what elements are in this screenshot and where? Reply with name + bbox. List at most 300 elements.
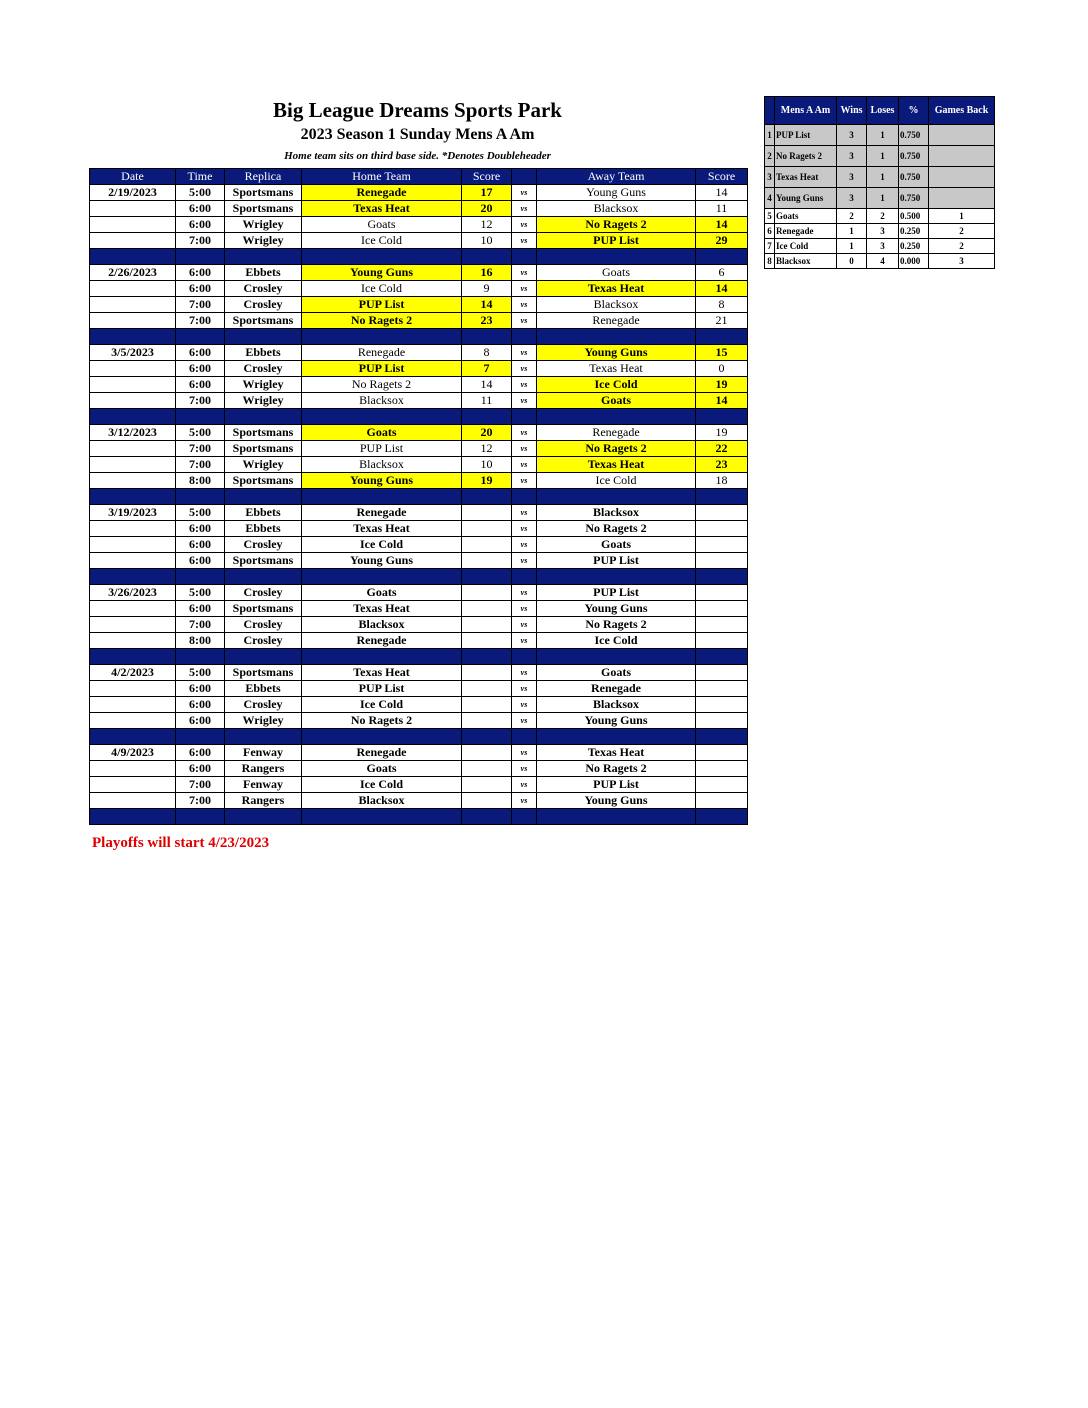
away-team: Texas Heat [537, 281, 696, 297]
game-date: 2/19/2023 [90, 185, 176, 201]
week-separator [90, 329, 748, 345]
away-score [696, 793, 748, 809]
game-field: Rangers [225, 793, 302, 809]
game-time: 6:00 [176, 761, 225, 777]
away-team: Blacksox [537, 201, 696, 217]
game-time: 6:00 [176, 713, 225, 729]
col-header-away-team: Away Team [537, 169, 696, 185]
away-score [696, 745, 748, 761]
game-field: Sportsmans [225, 201, 302, 217]
separator-cell [696, 809, 748, 825]
away-score [696, 553, 748, 569]
versus-label: vs [512, 265, 537, 281]
separator-cell [302, 569, 462, 585]
schedule-note: Home team sits on third base side. *Denotes Doubleheader [284, 150, 551, 162]
game-field: Sportsmans [225, 441, 302, 457]
standings-loses: 1 [867, 146, 899, 167]
home-team: Young Guns [302, 473, 462, 489]
game-field: Ebbets [225, 265, 302, 281]
home-team: Ice Cold [302, 697, 462, 713]
separator-cell [90, 569, 176, 585]
game-row [90, 297, 748, 313]
home-team: Goats [302, 425, 462, 441]
home-score: 23 [462, 313, 512, 329]
versus-label: vs [512, 745, 537, 761]
standings-loses: 4 [867, 254, 899, 269]
versus-label: vs [512, 441, 537, 457]
separator-cell [537, 729, 696, 745]
game-row [90, 217, 748, 233]
standings-loses: 1 [867, 125, 899, 146]
away-team: Blacksox [537, 697, 696, 713]
game-date-empty [90, 681, 176, 697]
home-team: Blacksox [302, 793, 462, 809]
home-score [462, 697, 512, 713]
versus-label: vs [512, 793, 537, 809]
away-team: Ice Cold [537, 633, 696, 649]
home-team: PUP List [302, 297, 462, 313]
standings-header-loses: Loses [867, 97, 899, 125]
standings-table [764, 96, 995, 269]
game-date: 3/19/2023 [90, 505, 176, 521]
game-time: 6:00 [176, 681, 225, 697]
away-team: PUP List [537, 777, 696, 793]
game-row [90, 377, 748, 393]
standings-rank: 7 [765, 239, 775, 254]
week-separator [90, 569, 748, 585]
week-separator [90, 649, 748, 665]
game-date-empty [90, 281, 176, 297]
home-team: Goats [302, 585, 462, 601]
game-row [90, 185, 748, 201]
game-time: 5:00 [176, 505, 225, 521]
game-row [90, 521, 748, 537]
versus-label: vs [512, 537, 537, 553]
col-header-home-score: Score [462, 169, 512, 185]
game-field: Crosley [225, 697, 302, 713]
separator-cell [537, 809, 696, 825]
home-score: 20 [462, 425, 512, 441]
home-score: 10 [462, 457, 512, 473]
separator-cell [302, 409, 462, 425]
standings-row [765, 239, 995, 254]
standings-pct: 0.750 [899, 188, 929, 209]
standings-wins: 3 [837, 125, 867, 146]
home-team: Goats [302, 761, 462, 777]
versus-label: vs [512, 361, 537, 377]
game-time: 6:00 [176, 377, 225, 393]
game-date: 3/5/2023 [90, 345, 176, 361]
separator-cell [512, 329, 537, 345]
standings-pct: 0.250 [899, 239, 929, 254]
away-score [696, 521, 748, 537]
standings-rank: 5 [765, 209, 775, 224]
standings-games-back [929, 125, 995, 146]
col-header-replica: Replica [225, 169, 302, 185]
home-score [462, 633, 512, 649]
game-date-empty [90, 217, 176, 233]
away-score: 14 [696, 217, 748, 233]
game-date-empty [90, 633, 176, 649]
game-field: Crosley [225, 361, 302, 377]
standings-rank: 1 [765, 125, 775, 146]
separator-cell [462, 489, 512, 505]
standings-row [765, 224, 995, 239]
away-team: Renegade [537, 425, 696, 441]
game-row [90, 441, 748, 457]
game-date: 2/26/2023 [90, 265, 176, 281]
game-date: 3/12/2023 [90, 425, 176, 441]
away-team: Young Guns [537, 713, 696, 729]
home-score [462, 553, 512, 569]
game-time: 6:00 [176, 697, 225, 713]
away-team: Ice Cold [537, 473, 696, 489]
game-field: Sportsmans [225, 473, 302, 489]
separator-cell [302, 489, 462, 505]
game-field: Rangers [225, 761, 302, 777]
standings-games-back: 1 [929, 209, 995, 224]
away-score: 29 [696, 233, 748, 249]
standings-team: Young Guns [775, 188, 837, 209]
away-team: PUP List [537, 585, 696, 601]
game-time: 8:00 [176, 473, 225, 489]
separator-cell [225, 729, 302, 745]
home-score: 11 [462, 393, 512, 409]
game-time: 6:00 [176, 361, 225, 377]
game-row [90, 601, 748, 617]
home-team: Goats [302, 217, 462, 233]
away-team: Goats [537, 537, 696, 553]
game-field: Sportsmans [225, 665, 302, 681]
game-date-empty [90, 377, 176, 393]
home-score: 14 [462, 377, 512, 393]
schedule-table [89, 168, 748, 825]
home-score [462, 505, 512, 521]
game-row [90, 633, 748, 649]
away-score [696, 777, 748, 793]
game-row [90, 361, 748, 377]
game-field: Ebbets [225, 681, 302, 697]
versus-label: vs [512, 185, 537, 201]
away-team: Young Guns [537, 793, 696, 809]
home-team: Ice Cold [302, 281, 462, 297]
game-row [90, 201, 748, 217]
away-score: 0 [696, 361, 748, 377]
away-score: 19 [696, 377, 748, 393]
home-team: Blacksox [302, 617, 462, 633]
separator-cell [512, 649, 537, 665]
home-score: 16 [462, 265, 512, 281]
standings-row [765, 167, 995, 188]
away-score: 18 [696, 473, 748, 489]
standings-loses: 1 [867, 167, 899, 188]
week-separator [90, 809, 748, 825]
standings-loses: 2 [867, 209, 899, 224]
game-time: 5:00 [176, 185, 225, 201]
separator-cell [176, 489, 225, 505]
game-time: 6:00 [176, 521, 225, 537]
away-score [696, 697, 748, 713]
home-team: Texas Heat [302, 665, 462, 681]
home-team: Texas Heat [302, 521, 462, 537]
away-team: No Ragets 2 [537, 217, 696, 233]
away-score [696, 761, 748, 777]
game-field: Ebbets [225, 345, 302, 361]
separator-cell [512, 569, 537, 585]
game-time: 7:00 [176, 457, 225, 473]
separator-cell [512, 729, 537, 745]
game-date-empty [90, 361, 176, 377]
home-team: Ice Cold [302, 777, 462, 793]
game-time: 7:00 [176, 777, 225, 793]
game-date-empty [90, 233, 176, 249]
away-team: No Ragets 2 [537, 761, 696, 777]
separator-cell [302, 809, 462, 825]
versus-label: vs [512, 345, 537, 361]
page-title: Big League Dreams Sports Park [273, 98, 562, 122]
home-score [462, 585, 512, 601]
home-score [462, 761, 512, 777]
standings-pct: 0.250 [899, 224, 929, 239]
game-date-empty [90, 761, 176, 777]
standings-row [765, 254, 995, 269]
away-score: 14 [696, 185, 748, 201]
schedule-body [90, 185, 748, 825]
home-score [462, 665, 512, 681]
game-time: 6:00 [176, 553, 225, 569]
separator-cell [225, 249, 302, 265]
standings-games-back: 2 [929, 239, 995, 254]
standings-pct: 0.750 [899, 146, 929, 167]
versus-label: vs [512, 681, 537, 697]
away-team: No Ragets 2 [537, 441, 696, 457]
standings-loses: 1 [867, 188, 899, 209]
away-score: 19 [696, 425, 748, 441]
away-score: 23 [696, 457, 748, 473]
home-team: PUP List [302, 681, 462, 697]
separator-cell [176, 329, 225, 345]
standings-rank: 3 [765, 167, 775, 188]
home-score: 19 [462, 473, 512, 489]
game-row [90, 393, 748, 409]
game-field: Crosley [225, 633, 302, 649]
game-row [90, 617, 748, 633]
separator-cell [537, 649, 696, 665]
home-score: 7 [462, 361, 512, 377]
standings-games-back: 2 [929, 224, 995, 239]
separator-cell [176, 409, 225, 425]
standings-wins: 2 [837, 209, 867, 224]
versus-label: vs [512, 457, 537, 473]
versus-label: vs [512, 585, 537, 601]
separator-cell [302, 249, 462, 265]
separator-cell [90, 649, 176, 665]
away-team: Blacksox [537, 505, 696, 521]
game-date-empty [90, 601, 176, 617]
game-field: Ebbets [225, 521, 302, 537]
away-score [696, 585, 748, 601]
col-header-away-score: Score [696, 169, 748, 185]
home-score [462, 777, 512, 793]
home-score [462, 601, 512, 617]
home-team: Young Guns [302, 265, 462, 281]
versus-label: vs [512, 553, 537, 569]
home-team: Renegade [302, 185, 462, 201]
standings-games-back [929, 146, 995, 167]
standings-team: Renegade [775, 224, 837, 239]
separator-cell [462, 409, 512, 425]
away-team: Goats [537, 265, 696, 281]
separator-cell [90, 249, 176, 265]
versus-label: vs [512, 665, 537, 681]
separator-cell [225, 809, 302, 825]
week-separator [90, 409, 748, 425]
away-score [696, 505, 748, 521]
away-team: Renegade [537, 681, 696, 697]
game-field: Fenway [225, 777, 302, 793]
separator-cell [176, 649, 225, 665]
home-team: Renegade [302, 345, 462, 361]
game-row [90, 553, 748, 569]
game-date-empty [90, 697, 176, 713]
away-team: Texas Heat [537, 457, 696, 473]
away-team: PUP List [537, 553, 696, 569]
home-score [462, 537, 512, 553]
versus-label: vs [512, 313, 537, 329]
home-score: 10 [462, 233, 512, 249]
away-score [696, 713, 748, 729]
home-score [462, 617, 512, 633]
versus-label: vs [512, 713, 537, 729]
game-row [90, 793, 748, 809]
separator-cell [302, 329, 462, 345]
game-time: 7:00 [176, 233, 225, 249]
game-time: 6:00 [176, 281, 225, 297]
game-date-empty [90, 713, 176, 729]
game-row [90, 585, 748, 601]
versus-label: vs [512, 217, 537, 233]
standings-loses: 3 [867, 224, 899, 239]
standings-pct: 0.000 [899, 254, 929, 269]
separator-cell [225, 569, 302, 585]
versus-label: vs [512, 601, 537, 617]
standings-rank: 4 [765, 188, 775, 209]
game-time: 6:00 [176, 265, 225, 281]
away-team: Goats [537, 393, 696, 409]
home-score: 17 [462, 185, 512, 201]
game-row [90, 681, 748, 697]
standings-loses: 3 [867, 239, 899, 254]
game-field: Crosley [225, 617, 302, 633]
game-time: 7:00 [176, 441, 225, 457]
standings-team: Goats [775, 209, 837, 224]
game-row [90, 233, 748, 249]
away-team: Goats [537, 665, 696, 681]
game-row [90, 281, 748, 297]
standings-header-games-back: Games Back [929, 97, 995, 125]
home-team: Texas Heat [302, 601, 462, 617]
week-separator [90, 249, 748, 265]
game-time: 5:00 [176, 585, 225, 601]
standings-team: Blacksox [775, 254, 837, 269]
game-field: Wrigley [225, 217, 302, 233]
away-score: 8 [696, 297, 748, 313]
game-row [90, 313, 748, 329]
home-team: No Ragets 2 [302, 377, 462, 393]
home-score: 12 [462, 217, 512, 233]
game-time: 5:00 [176, 425, 225, 441]
home-team: PUP List [302, 441, 462, 457]
separator-cell [696, 249, 748, 265]
game-field: Crosley [225, 297, 302, 313]
separator-cell [302, 729, 462, 745]
away-team: Texas Heat [537, 361, 696, 377]
separator-cell [696, 409, 748, 425]
game-row [90, 697, 748, 713]
game-field: Wrigley [225, 233, 302, 249]
game-time: 5:00 [176, 665, 225, 681]
versus-label: vs [512, 505, 537, 521]
game-field: Sportsmans [225, 601, 302, 617]
game-time: 6:00 [176, 537, 225, 553]
home-team: Renegade [302, 633, 462, 649]
home-score [462, 681, 512, 697]
game-field: Ebbets [225, 505, 302, 521]
game-field: Wrigley [225, 713, 302, 729]
separator-cell [696, 329, 748, 345]
home-team: Blacksox [302, 457, 462, 473]
game-row [90, 745, 748, 761]
away-score [696, 537, 748, 553]
game-row [90, 265, 748, 281]
separator-cell [537, 489, 696, 505]
separator-cell [696, 649, 748, 665]
standings-row [765, 188, 995, 209]
away-team: Renegade [537, 313, 696, 329]
separator-cell [512, 489, 537, 505]
standings-header-row [765, 97, 995, 125]
standings-games-back [929, 167, 995, 188]
home-team: Texas Heat [302, 201, 462, 217]
standings-wins: 3 [837, 167, 867, 188]
separator-cell [176, 809, 225, 825]
game-date-empty [90, 473, 176, 489]
page-subtitle: 2023 Season 1 Sunday Mens A Am [300, 126, 535, 143]
home-team: PUP List [302, 361, 462, 377]
separator-cell [302, 649, 462, 665]
game-field: Crosley [225, 537, 302, 553]
versus-label: vs [512, 777, 537, 793]
home-score [462, 713, 512, 729]
home-score [462, 521, 512, 537]
separator-cell [225, 489, 302, 505]
separator-cell [696, 569, 748, 585]
standings-pct: 0.750 [899, 167, 929, 188]
separator-cell [176, 569, 225, 585]
home-team: No Ragets 2 [302, 313, 462, 329]
game-time: 7:00 [176, 617, 225, 633]
away-team: Young Guns [537, 345, 696, 361]
standings-rank: 2 [765, 146, 775, 167]
separator-cell [462, 649, 512, 665]
home-team: Ice Cold [302, 233, 462, 249]
game-time: 6:00 [176, 201, 225, 217]
home-score: 12 [462, 441, 512, 457]
game-field: Sportsmans [225, 425, 302, 441]
versus-label: vs [512, 201, 537, 217]
game-field: Sportsmans [225, 553, 302, 569]
game-time: 6:00 [176, 217, 225, 233]
